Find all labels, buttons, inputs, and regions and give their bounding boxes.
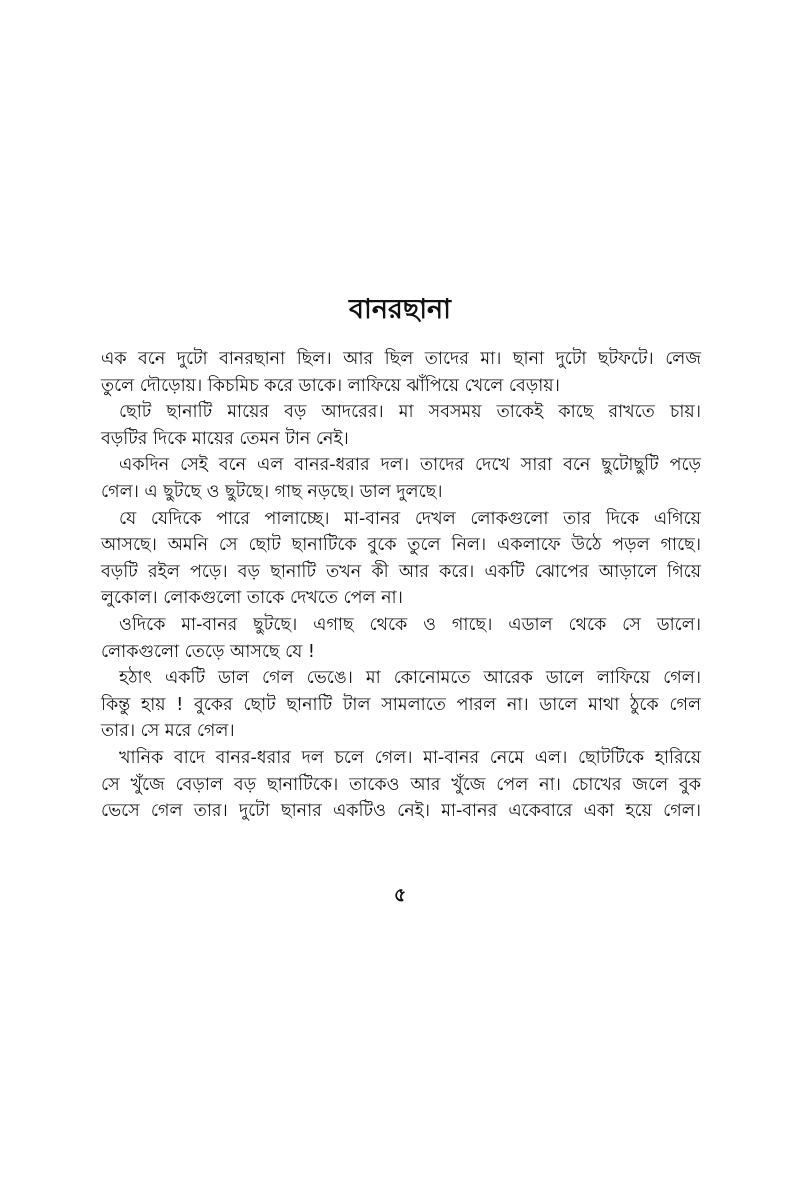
- story-line: যে যেদিকে পারে পালাচ্ছে। মা-বানর দেখল লোকগুলো তার দিকে এগিয়ে: [119, 508, 701, 529]
- story-line: ছোট ছানাটি মায়ের বড় আদরের। মা সবসময় তাকেই কাছে রাখতে চায়।: [119, 402, 701, 423]
- story-title: বানরছানা: [349, 294, 451, 325]
- story-line: এক বনে দুটো বানরছানা ছিল। আর ছিল তাদের মা। ছানা দুটো ছটফটে। লেজ: [101, 349, 701, 369]
- story-line: কিন্তু হায় ! বুকের ছোট ছানাটি টাল সামলাতে পারল না। ডালে মাথা ঠুকে গেল: [101, 694, 701, 715]
- story-line: সে খুঁজে বেড়াল বড় ছানাটিকে। তাকেও আর খুঁজে পেল না। চোখের জলে বুক: [101, 774, 701, 795]
- story-line: বড়টির দিকে মায়ের তেমন টান নেই।: [101, 428, 349, 449]
- story-line: লোকগুলো তেড়ে আসছে যে !: [101, 641, 315, 662]
- story-line: খানিক বাদে বানর-ধরার দল চলে গেল। মা-বানর নেমে এল। ছোটটিকে হারিয়ে: [119, 747, 701, 768]
- story-line: তার। সে মরে গেল।: [101, 721, 235, 742]
- story-line: একদিন সেই বনে এল বানর-ধরার দল। তাদের দেখে সারা বনে ছুটোছুটি পড়ে: [119, 455, 701, 476]
- story-line: ওদিকে মা-বানর ছুটছে। এগাছ থেকে ও গাছে। এডাল থেকে সে ডালে।: [119, 614, 701, 635]
- story-line: বড়টি রইল পড়ে। বড় ছানাটি তখন কী আর করে। একটি ঝোপের আড়ালে গিয়ে: [101, 561, 701, 582]
- story-line: লুকোল। লোকগুলো তাকে দেখতে পেল না।: [101, 588, 403, 609]
- story-body: [101, 346, 701, 825]
- story-line: তুলে দৌড়োয়। কিচমিচ করে ডাকে। লাফিয়ে ঝাঁপিয়ে খেলে বেড়ায়।: [101, 375, 560, 396]
- story-line: হঠাৎ একটি ডাল গেল ভেঙে। মা কোনোমতে আরেক ডালে লাফিয়ে গেল।: [119, 668, 701, 689]
- story-line: আসছে। অমনি সে ছোট ছানাটিকে বুকে তুলে নিল। একলাফে উঠে পড়ল গাছে।: [101, 535, 701, 556]
- story-line: গেল। এ ছুটছে ও ছুটছে। গাছ নড়ছে। ডাল দুলছে।: [101, 481, 443, 502]
- page-number: ৫: [393, 884, 407, 906]
- story-line: ভেসে গেল তার। দুটো ছানার একটিও নেই। মা-বানর একেবারে একা হয়ে গেল।: [101, 801, 701, 822]
